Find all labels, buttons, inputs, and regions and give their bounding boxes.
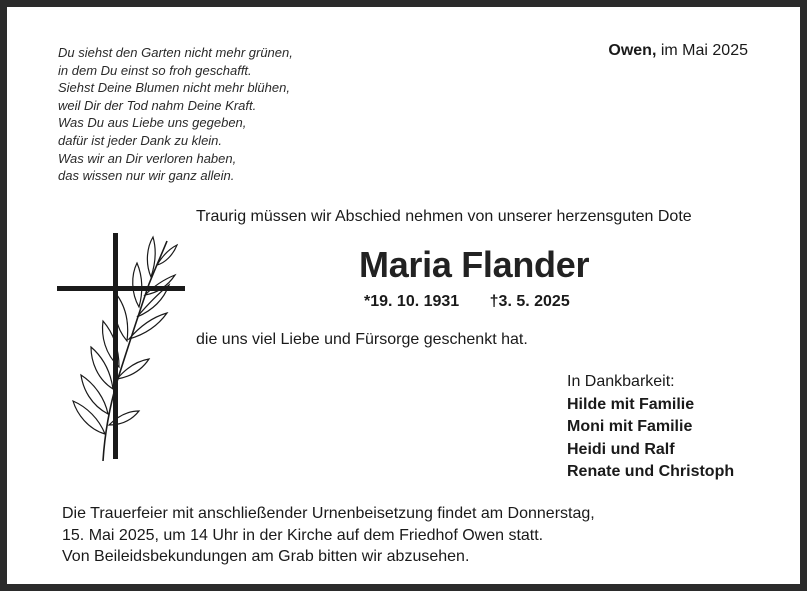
poem-line: weil Dir der Tod nahm Deine Kraft.	[58, 97, 257, 113]
funeral-info	[62, 503, 595, 568]
mourners-list	[567, 394, 734, 484]
mourners-block	[567, 371, 734, 484]
mourner-name: Hilde mit Familie	[567, 395, 695, 413]
mourner-name: Renate und Christoph	[567, 463, 735, 480]
funeral-line: 15. Mai 2025, um 14 Uhr in der Kirche auf dem Friedhof Owen statt.	[62, 526, 544, 544]
poem-line: das wissen nur wir ganz allein.	[58, 168, 235, 184]
death-date: †3. 5. 2025	[489, 293, 570, 310]
mourner-name: Heidi und Ralf	[567, 440, 675, 458]
life-dates	[364, 293, 570, 311]
birth-date: *19. 10. 1931	[364, 293, 460, 310]
cross-with-olive-branch-icon	[53, 229, 193, 474]
memorial-poem	[58, 44, 293, 185]
place: Owen,	[608, 42, 657, 59]
deceased-name: Maria Flander	[359, 244, 590, 285]
mourners-heading: In Dankbarkeit:	[567, 373, 675, 390]
mourner-name: Moni mit Familie	[567, 418, 693, 435]
poem-line: Was Du aus Liebe uns gegeben,	[58, 115, 247, 131]
place-date	[608, 42, 748, 60]
intro-text: Traurig müssen wir Abschied nehmen von unserer herzensguten Dote	[196, 208, 692, 225]
poem-line: in dem Du einst so froh geschafft.	[58, 62, 252, 78]
closing-text: die uns viel Liebe und Fürsorge geschenkt hat.	[196, 331, 528, 348]
poem-line: Was wir an Dir verloren haben,	[58, 150, 237, 166]
poem-line: dafür ist jeder Dank zu klein.	[58, 132, 223, 148]
date: im Mai 2025	[660, 42, 748, 59]
poem-line: Du siehst den Garten nicht mehr grünen,	[58, 45, 293, 60]
funeral-line: Die Trauerfeier mit anschließender Urnenbeisetzung findet am Donnerstag,	[62, 505, 595, 522]
poem-line: Siehst Deine Blumen nicht mehr blühen,	[58, 80, 290, 96]
funeral-line: Von Beileidsbekundungen am Grab bitten wir abzusehen.	[62, 548, 470, 565]
